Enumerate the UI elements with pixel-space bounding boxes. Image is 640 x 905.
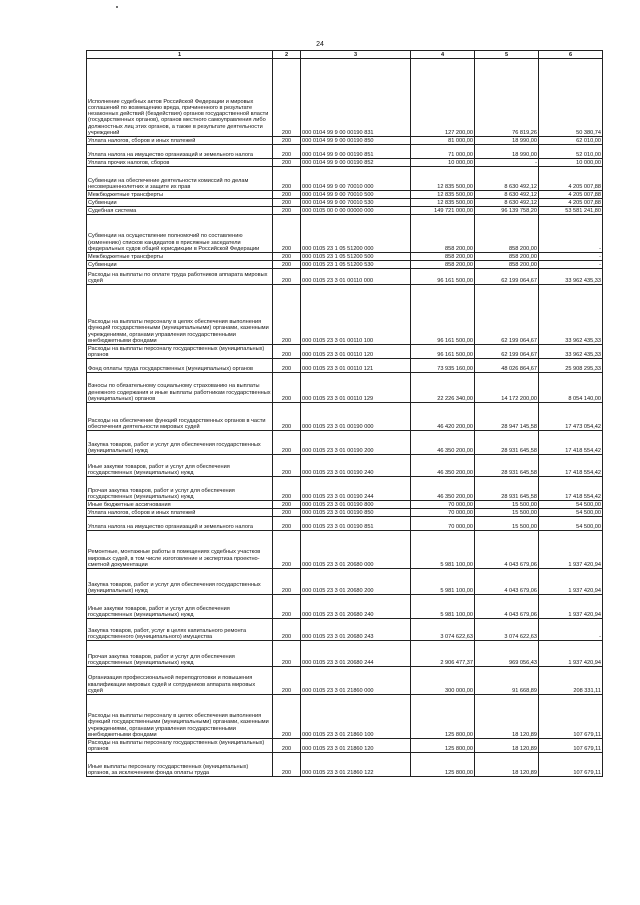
budget-classification-code: 000 0105 23 1 05 51200 500 (301, 253, 411, 261)
executed-amount: 96 139 758,20 (475, 207, 539, 215)
line-code: 200 (273, 667, 301, 695)
budget-classification-code: 000 0105 23 3 01 21860 122 (301, 753, 411, 777)
approved-amount: 70 000,00 (411, 509, 475, 517)
executed-amount: 858 200,00 (475, 261, 539, 269)
budget-classification-code: 000 0105 23 3 01 00190 240 (301, 455, 411, 477)
table-row (87, 569, 603, 595)
budget-classification-code: 000 0105 23 3 01 21860 000 (301, 667, 411, 695)
table-row (87, 199, 603, 207)
row-name: Взносы по обязательному социальному страхованию на выплаты денежного содержания и иные выплаты работникам государственных (муниципальных) органов (87, 373, 273, 403)
approved-amount: 46 420 200,00 (411, 403, 475, 431)
approved-amount: 127 200,00 (411, 59, 475, 137)
executed-amount: 4 043 679,06 (475, 569, 539, 595)
budget-classification-code: 000 0105 00 0 00 00000 000 (301, 207, 411, 215)
table-row (87, 207, 603, 215)
executed-amount: 28 947 145,58 (475, 403, 539, 431)
approved-amount: 125 800,00 (411, 739, 475, 753)
executed-amount: 18 120,89 (475, 753, 539, 777)
remaining-amount: 1 937 420,94 (539, 641, 603, 667)
line-code: 200 (273, 285, 301, 345)
table-row (87, 753, 603, 777)
row-name: Субвенции на обеспечение деятельности комиссий по делам несовершеннолетних и защите их прав (87, 167, 273, 191)
remaining-amount: - (539, 261, 603, 269)
table-row (87, 695, 603, 739)
approved-amount: 96 161 500,00 (411, 269, 475, 285)
row-name: Прочая закупка товаров, работ и услуг для обеспечения государственных (муниципальных) нужд (87, 641, 273, 667)
remaining-amount: 107 679,11 (539, 739, 603, 753)
remaining-amount: 62 010,00 (539, 137, 603, 145)
remaining-amount: 107 679,11 (539, 753, 603, 777)
row-name: Межбюджетные трансферты (87, 253, 273, 261)
remaining-amount: 17 418 554,42 (539, 455, 603, 477)
approved-amount: 125 800,00 (411, 695, 475, 739)
budget-classification-code: 000 0105 23 1 05 51200 530 (301, 261, 411, 269)
table-row (87, 455, 603, 477)
line-code: 200 (273, 595, 301, 619)
row-name: Расходы на обеспечение функций государственных органов в части обеспечения деятельности мировых судей (87, 403, 273, 431)
row-name: Закупка товаров, работ и услуг для обеспечения государственных (муниципальных) нужд (87, 569, 273, 595)
remaining-amount: - (539, 619, 603, 641)
approved-amount: 96 161 500,00 (411, 345, 475, 359)
executed-amount: 858 200,00 (475, 253, 539, 261)
line-code: 200 (273, 199, 301, 207)
approved-amount: 70 000,00 (411, 501, 475, 509)
line-code: 200 (273, 207, 301, 215)
remaining-amount: 8 054 140,00 (539, 373, 603, 403)
remaining-amount: 54 500,00 (539, 509, 603, 517)
row-name: Расходы на выплаты персоналу государственных (муниципальных) органов (87, 345, 273, 359)
approved-amount: 5 981 100,00 (411, 531, 475, 569)
remaining-amount: 4 205 007,88 (539, 199, 603, 207)
approved-amount: 22 226 340,00 (411, 373, 475, 403)
table-row (87, 345, 603, 359)
line-code: 200 (273, 455, 301, 477)
executed-amount: 62 199 064,67 (475, 285, 539, 345)
budget-classification-code: 000 0105 23 3 01 00190 800 (301, 501, 411, 509)
line-code: 200 (273, 167, 301, 191)
line-code: 200 (273, 137, 301, 145)
executed-amount: 18 990,00 (475, 137, 539, 145)
row-name: Ремонтные, монтажные работы в помещениях судебных участков мировых судей, в том числе изготовление и экспертиза проектно-сметной документации (87, 531, 273, 569)
budget-classification-code: 000 0105 23 3 01 00190 851 (301, 517, 411, 531)
budget-classification-code: 000 0105 23 3 01 00110 129 (301, 373, 411, 403)
budget-classification-code: 000 0105 23 3 01 00110 120 (301, 345, 411, 359)
line-code: 200 (273, 619, 301, 641)
remaining-amount: 50 380,74 (539, 59, 603, 137)
row-name: Расходы на выплаты персоналу государственных (муниципальных) органов (87, 739, 273, 753)
budget-classification-code: 000 0105 23 3 01 00190 244 (301, 477, 411, 501)
budget-classification-code: 000 0105 23 3 01 00190 200 (301, 431, 411, 455)
line-code: 200 (273, 359, 301, 373)
line-code: 200 (273, 501, 301, 509)
executed-amount: 4 043 679,06 (475, 595, 539, 619)
row-name: Субвенции (87, 261, 273, 269)
approved-amount: 12 835 500,00 (411, 191, 475, 199)
budget-classification-code: 000 0104 99 9 00 70010 000 (301, 167, 411, 191)
approved-amount: 10 000,00 (411, 159, 475, 167)
executed-amount: 28 931 645,58 (475, 455, 539, 477)
table-row (87, 215, 603, 253)
row-name: Уплата налога на имущество организаций и земельного налога (87, 517, 273, 531)
table-row (87, 159, 603, 167)
remaining-amount: 4 205 007,88 (539, 167, 603, 191)
table-row (87, 667, 603, 695)
approved-amount: 858 200,00 (411, 261, 475, 269)
approved-amount: 12 835 500,00 (411, 167, 475, 191)
approved-amount: 5 981 100,00 (411, 569, 475, 595)
approved-amount: 46 350 200,00 (411, 477, 475, 501)
row-name: Субвенции на осуществление полномочий по составлению (изменению) списков кандидатов в присяжные заседатели федеральных судов общей юрисдикции в Российской Федерации (87, 215, 273, 253)
line-code: 200 (273, 373, 301, 403)
line-code: 200 (273, 261, 301, 269)
table-row (87, 59, 603, 137)
approved-amount: 81 000,00 (411, 137, 475, 145)
approved-amount: 858 200,00 (411, 215, 475, 253)
executed-amount: 76 819,26 (475, 59, 539, 137)
remaining-amount: 54 500,00 (539, 517, 603, 531)
row-name: Уплата прочих налогов, сборов (87, 159, 273, 167)
approved-amount: 96 161 500,00 (411, 285, 475, 345)
budget-classification-code: 000 0105 23 3 01 20680 000 (301, 531, 411, 569)
remaining-amount: 53 581 241,80 (539, 207, 603, 215)
executed-amount: 3 074 622,63 (475, 619, 539, 641)
line-code: 200 (273, 695, 301, 739)
line-code: 200 (273, 431, 301, 455)
column-number-row (87, 51, 603, 59)
row-name: Закупка товаров, работ, услуг в целях капитального ремонта государственного (муниципального) имущества (87, 619, 273, 641)
budget-classification-code: 000 0105 23 3 01 00110 100 (301, 285, 411, 345)
executed-amount: 969 056,43 (475, 641, 539, 667)
budget-classification-code: 000 0105 23 3 01 20680 243 (301, 619, 411, 641)
budget-classification-code: 000 0105 23 1 05 51200 000 (301, 215, 411, 253)
table-row (87, 359, 603, 373)
budget-classification-code: 000 0105 23 3 01 20680 200 (301, 569, 411, 595)
budget-classification-code: 000 0105 23 3 01 00190 850 (301, 509, 411, 517)
line-code: 200 (273, 59, 301, 137)
executed-amount: 15 500,00 (475, 517, 539, 531)
line-code: 200 (273, 477, 301, 501)
budget-classification-code: 000 0104 99 9 00 00190 831 (301, 59, 411, 137)
scan-speck (116, 6, 118, 8)
row-name: Иные выплаты персоналу государственных (муниципальных) органов, за исключением фонда оплаты труда (87, 753, 273, 777)
executed-amount: 18 120,89 (475, 739, 539, 753)
remaining-amount: 17 418 554,42 (539, 477, 603, 501)
table-row (87, 501, 603, 509)
approved-amount: 46 350 200,00 (411, 455, 475, 477)
row-name: Фонд оплаты труда государственных (муниципальных) органов (87, 359, 273, 373)
line-code: 200 (273, 215, 301, 253)
budget-classification-code: 000 0104 99 9 00 70010 530 (301, 199, 411, 207)
table-row (87, 269, 603, 285)
row-name: Расходы на выплаты по оплате труда работников аппарата мировых судей (87, 269, 273, 285)
line-code: 200 (273, 517, 301, 531)
column-header: 2 (273, 51, 301, 59)
row-name: Закупка товаров, работ и услуг для обеспечения государственных (муниципальных) нужд (87, 431, 273, 455)
executed-amount: 62 199 064,67 (475, 345, 539, 359)
table-row (87, 403, 603, 431)
column-header: 4 (411, 51, 475, 59)
budget-classification-code: 000 0105 23 3 01 00110 000 (301, 269, 411, 285)
table-row (87, 261, 603, 269)
column-header: 6 (539, 51, 603, 59)
page-number: 24 (316, 41, 324, 48)
row-name: Межбюджетные трансферты (87, 191, 273, 199)
executed-amount: 4 043 679,06 (475, 531, 539, 569)
executed-amount: 18 990,00 (475, 145, 539, 159)
row-name: Уплата налога на имущество организаций и земельного налога (87, 145, 273, 159)
executed-amount: 8 630 492,12 (475, 167, 539, 191)
remaining-amount: 208 331,11 (539, 667, 603, 695)
executed-amount: 18 120,89 (475, 695, 539, 739)
line-code: 200 (273, 345, 301, 359)
table-row (87, 145, 603, 159)
line-code: 200 (273, 509, 301, 517)
approved-amount: 858 200,00 (411, 253, 475, 261)
budget-classification-code: 000 0105 23 3 01 21860 100 (301, 695, 411, 739)
approved-amount: 46 350 200,00 (411, 431, 475, 455)
executed-amount: 28 931 645,58 (475, 477, 539, 501)
row-name: Расходы на выплаты персоналу в целях обеспечения выполнения функций государственными (муниципальными) органами, казенными учреждениями, органами управления государственными внебюджетными фондами (87, 285, 273, 345)
table-row (87, 191, 603, 199)
approved-amount: 2 906 477,37 (411, 641, 475, 667)
executed-amount: 8 630 492,12 (475, 191, 539, 199)
budget-classification-code: 000 0104 99 9 00 70010 500 (301, 191, 411, 199)
table-row (87, 739, 603, 753)
row-name: Иные закупки товаров, работ и услуг для обеспечения государственных (муниципальных) нужд (87, 595, 273, 619)
table-row (87, 373, 603, 403)
remaining-amount: 10 000,00 (539, 159, 603, 167)
column-header: 5 (475, 51, 539, 59)
budget-classification-code: 000 0104 99 9 00 00190 851 (301, 145, 411, 159)
line-code: 200 (273, 269, 301, 285)
row-name: Субвенции (87, 199, 273, 207)
remaining-amount: 1 937 420,94 (539, 531, 603, 569)
row-name: Иные бюджетные ассигнования (87, 501, 273, 509)
table-row (87, 477, 603, 501)
budget-classification-code: 000 0105 23 3 01 20680 244 (301, 641, 411, 667)
row-name: Исполнение судебных актов Российской Федерации и мировых соглашений по возмещению вреда, причиненного в результате незаконных действий (бездействия) органов государственной власти (государственных органов), органов местного самоуправления либо должностных лиц этих органов, а также в результате деятельности учреждений (87, 59, 273, 137)
remaining-amount: - (539, 253, 603, 261)
table-row (87, 137, 603, 145)
table-row (87, 595, 603, 619)
line-code: 200 (273, 253, 301, 261)
budget-classification-code: 000 0104 99 9 00 00190 852 (301, 159, 411, 167)
budget-classification-code: 000 0105 23 3 01 00110 121 (301, 359, 411, 373)
budget-classification-code: 000 0104 99 9 00 00190 850 (301, 137, 411, 145)
budget-classification-code: 000 0105 23 3 01 00190 000 (301, 403, 411, 431)
executed-amount: 91 668,89 (475, 667, 539, 695)
remaining-amount: 33 962 435,33 (539, 285, 603, 345)
table-row (87, 431, 603, 455)
executed-amount: 62 199 064,67 (475, 269, 539, 285)
table-body (87, 59, 603, 777)
row-name: Расходы на выплаты персоналу в целях обеспечения выполнения функций государственными (муниципальными) органами, казенными учреждениями, органами управления государственными внебюджетными фондами (87, 695, 273, 739)
line-code: 200 (273, 739, 301, 753)
remaining-amount: 54 500,00 (539, 501, 603, 509)
budget-classification-code: 000 0105 23 3 01 21860 120 (301, 739, 411, 753)
approved-amount: 12 835 500,00 (411, 199, 475, 207)
line-code: 200 (273, 531, 301, 569)
executed-amount: 858 200,00 (475, 215, 539, 253)
row-name: Уплата налогов, сборов и иных платежей (87, 509, 273, 517)
remaining-amount: 1 937 420,94 (539, 595, 603, 619)
executed-amount: 15 500,00 (475, 509, 539, 517)
line-code: 200 (273, 569, 301, 595)
table-row (87, 509, 603, 517)
approved-amount: 71 000,00 (411, 145, 475, 159)
executed-amount: - (475, 159, 539, 167)
remaining-amount: 33 962 435,33 (539, 269, 603, 285)
approved-amount: 300 000,00 (411, 667, 475, 695)
row-name: Организация профессиональной переподготовки и повышения квалификации мировых судей и сотрудников аппарата мировых судей (87, 667, 273, 695)
table-row (87, 285, 603, 345)
row-name: Прочая закупка товаров, работ и услуг для обеспечения государственных (муниципальных) нужд (87, 477, 273, 501)
approved-amount: 125 800,00 (411, 753, 475, 777)
approved-amount: 73 935 160,00 (411, 359, 475, 373)
column-header: 1 (87, 51, 273, 59)
remaining-amount: 33 962 435,33 (539, 345, 603, 359)
remaining-amount: 107 679,11 (539, 695, 603, 739)
line-code: 200 (273, 753, 301, 777)
table-row (87, 641, 603, 667)
remaining-amount: 17 418 554,42 (539, 431, 603, 455)
remaining-amount: 4 205 007,88 (539, 191, 603, 199)
table-row (87, 167, 603, 191)
table-row (87, 253, 603, 261)
budget-classification-code: 000 0105 23 3 01 20680 240 (301, 595, 411, 619)
executed-amount: 8 630 492,12 (475, 199, 539, 207)
approved-amount: 3 074 622,63 (411, 619, 475, 641)
remaining-amount: 25 908 295,33 (539, 359, 603, 373)
table-row (87, 619, 603, 641)
remaining-amount: - (539, 215, 603, 253)
approved-amount: 149 721 000,00 (411, 207, 475, 215)
line-code: 200 (273, 641, 301, 667)
remaining-amount: 17 473 054,42 (539, 403, 603, 431)
column-header: 3 (301, 51, 411, 59)
row-name: Судебная система (87, 207, 273, 215)
remaining-amount: 1 937 420,94 (539, 569, 603, 595)
executed-amount: 48 026 864,67 (475, 359, 539, 373)
row-name: Иные закупки товаров, работ и услуг для обеспечения государственных (муниципальных) нужд (87, 455, 273, 477)
budget-execution-table (86, 50, 603, 777)
approved-amount: 70 000,00 (411, 517, 475, 531)
approved-amount: 5 981 100,00 (411, 595, 475, 619)
table-row (87, 531, 603, 569)
executed-amount: 28 931 645,58 (475, 431, 539, 455)
line-code: 200 (273, 145, 301, 159)
executed-amount: 15 500,00 (475, 501, 539, 509)
line-code: 200 (273, 191, 301, 199)
line-code: 200 (273, 159, 301, 167)
table-row (87, 517, 603, 531)
executed-amount: 14 172 200,00 (475, 373, 539, 403)
row-name: Уплата налогов, сборов и иных платежей (87, 137, 273, 145)
line-code: 200 (273, 403, 301, 431)
remaining-amount: 52 010,00 (539, 145, 603, 159)
